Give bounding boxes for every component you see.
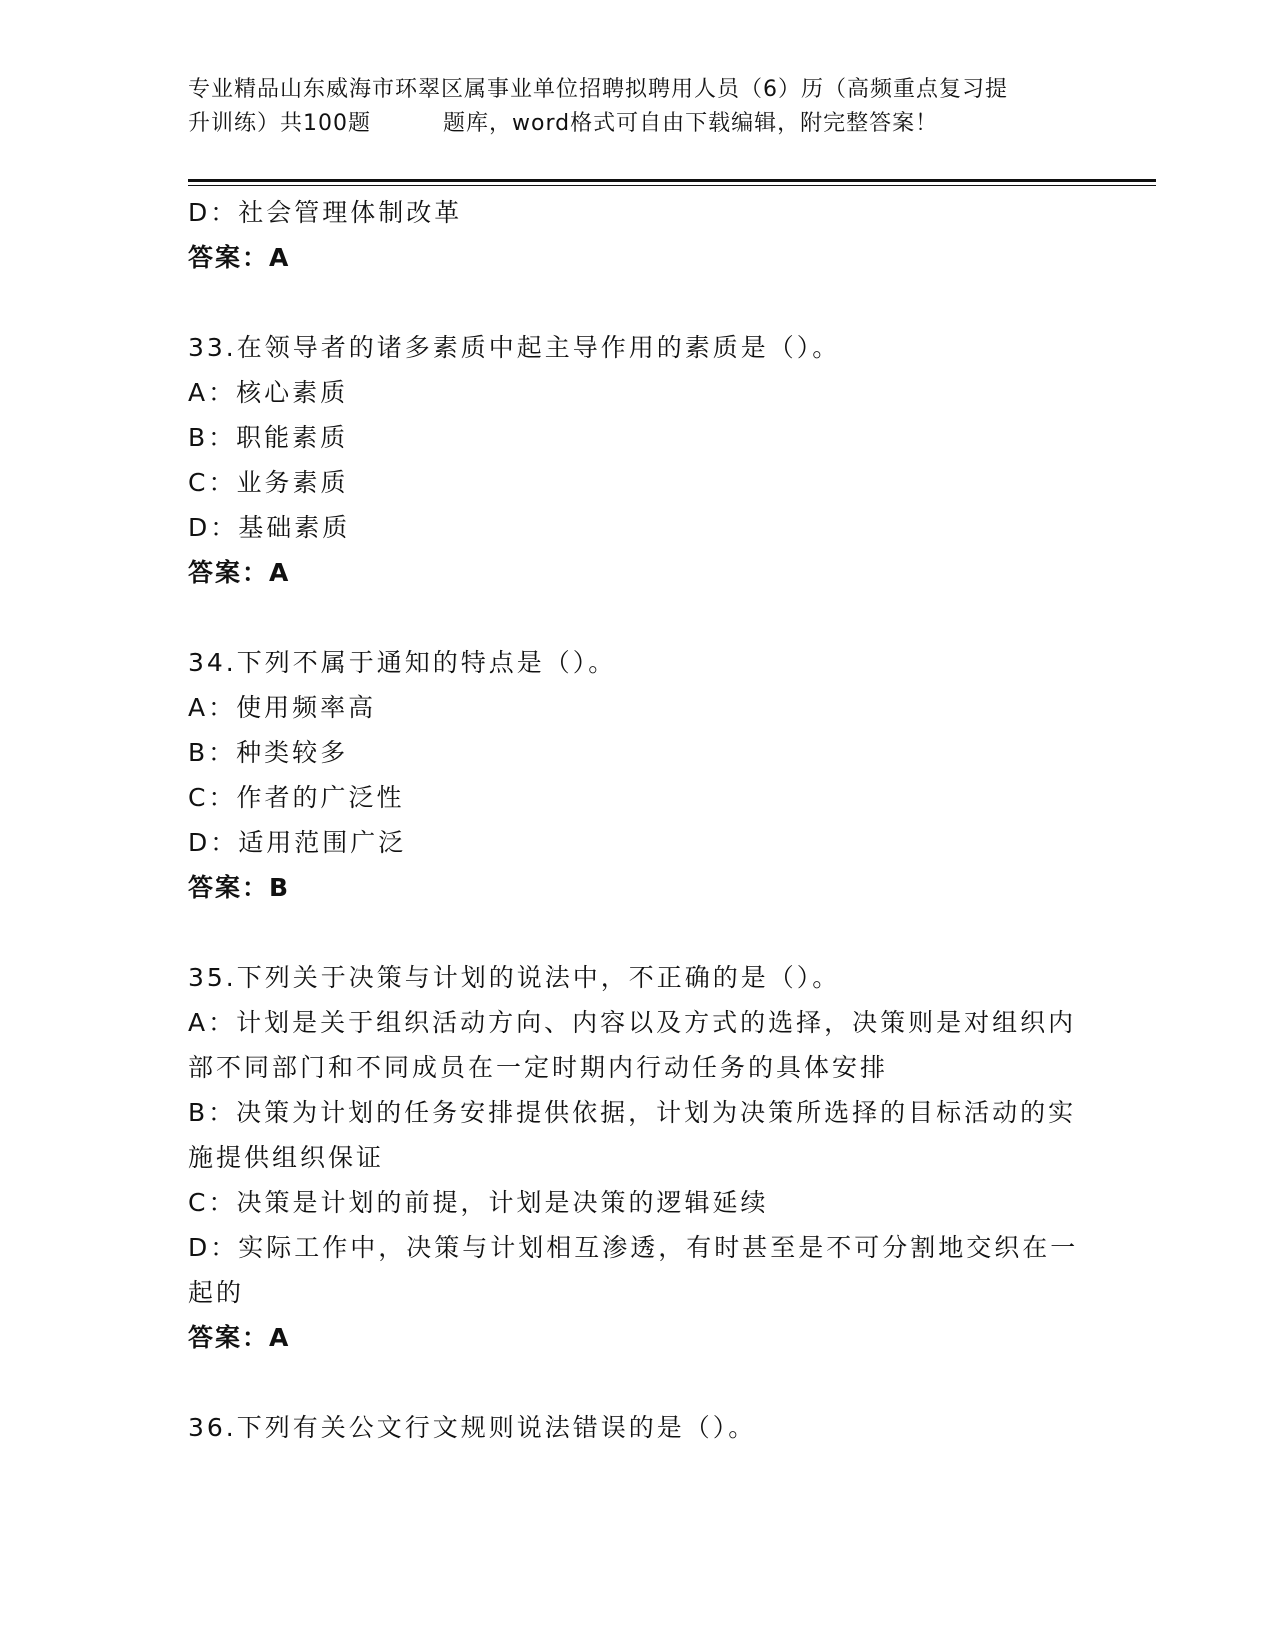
question-34-option-c: C：作者的广泛性 (188, 783, 405, 812)
answer-label: 答案： (188, 243, 270, 272)
question-35-option-d: D：实际工作中，决策与计划相互渗透，有时甚至是不可分割地交织在一起的 (188, 1233, 1079, 1307)
question-33-stem: 33.在领导者的诸多素质中起主导作用的素质是（）。 (188, 333, 841, 362)
question-34-answer (188, 865, 1088, 910)
answer-label: 答案： (188, 558, 270, 587)
header-rule-thick (188, 179, 1156, 182)
question-33-option-b: B：职能素质 (188, 423, 349, 452)
answer-label: 答案： (188, 1323, 270, 1352)
answer-label: 答案： (188, 873, 270, 902)
header-title-line-1: 专业精品山东威海市环翠区属事业单位招聘拟聘用人员（6）历（高频重点复习提 (188, 77, 1008, 102)
question-35-option-c: C：决策是计划的前提，计划是决策的逻辑延续 (188, 1188, 769, 1217)
header-rule-thin (188, 185, 1156, 186)
question-35-answer (188, 1315, 1088, 1360)
question-33-option-c: C：业务素质 (188, 468, 349, 497)
header-title-line-2 (188, 107, 1088, 141)
question-34-option-a: A：使用频率高 (188, 693, 377, 722)
question-35-option-b: B：决策为计划的任务安排提供依据，计划为决策所选择的目标活动的实施提供组织保证 (188, 1098, 1077, 1172)
question-34-stem: 34.下列不属于通知的特点是（）。 (188, 648, 617, 677)
question-35-stem: 35.下列关于决策与计划的说法中，不正确的是（）。 (188, 963, 841, 992)
question-36-stem: 36.下列有关公文行文规则说法错误的是（）。 (188, 1413, 757, 1442)
answer-value: A (269, 1323, 291, 1352)
answer-value: B (269, 873, 291, 902)
question-35-option-a: A：计划是关于组织活动方向、内容以及方式的选择，决策则是对组织内部不同部门和不同成员在一定时期内行动任务的具体安排 (188, 1008, 1077, 1082)
header-title-part-a: 升训练）共100题 (188, 111, 371, 136)
header-title-part-b: 题库，word格式可自由下载编辑，附完整答案！ (443, 111, 939, 136)
prev-option-d: D：社会管理体制改革 (188, 198, 463, 227)
question-34-option-b: B：种类较多 (188, 738, 349, 767)
answer-value: A (269, 558, 291, 587)
prev-answer (188, 235, 1088, 280)
question-33-answer (188, 550, 1088, 595)
answer-value: A (269, 243, 291, 272)
document-body (188, 190, 1088, 1450)
question-33-option-a: A：核心素质 (188, 378, 349, 407)
question-34-option-d: D：适用范围广泛 (188, 828, 407, 857)
question-33-option-d: D：基础素质 (188, 513, 351, 542)
document-header (188, 73, 1088, 141)
